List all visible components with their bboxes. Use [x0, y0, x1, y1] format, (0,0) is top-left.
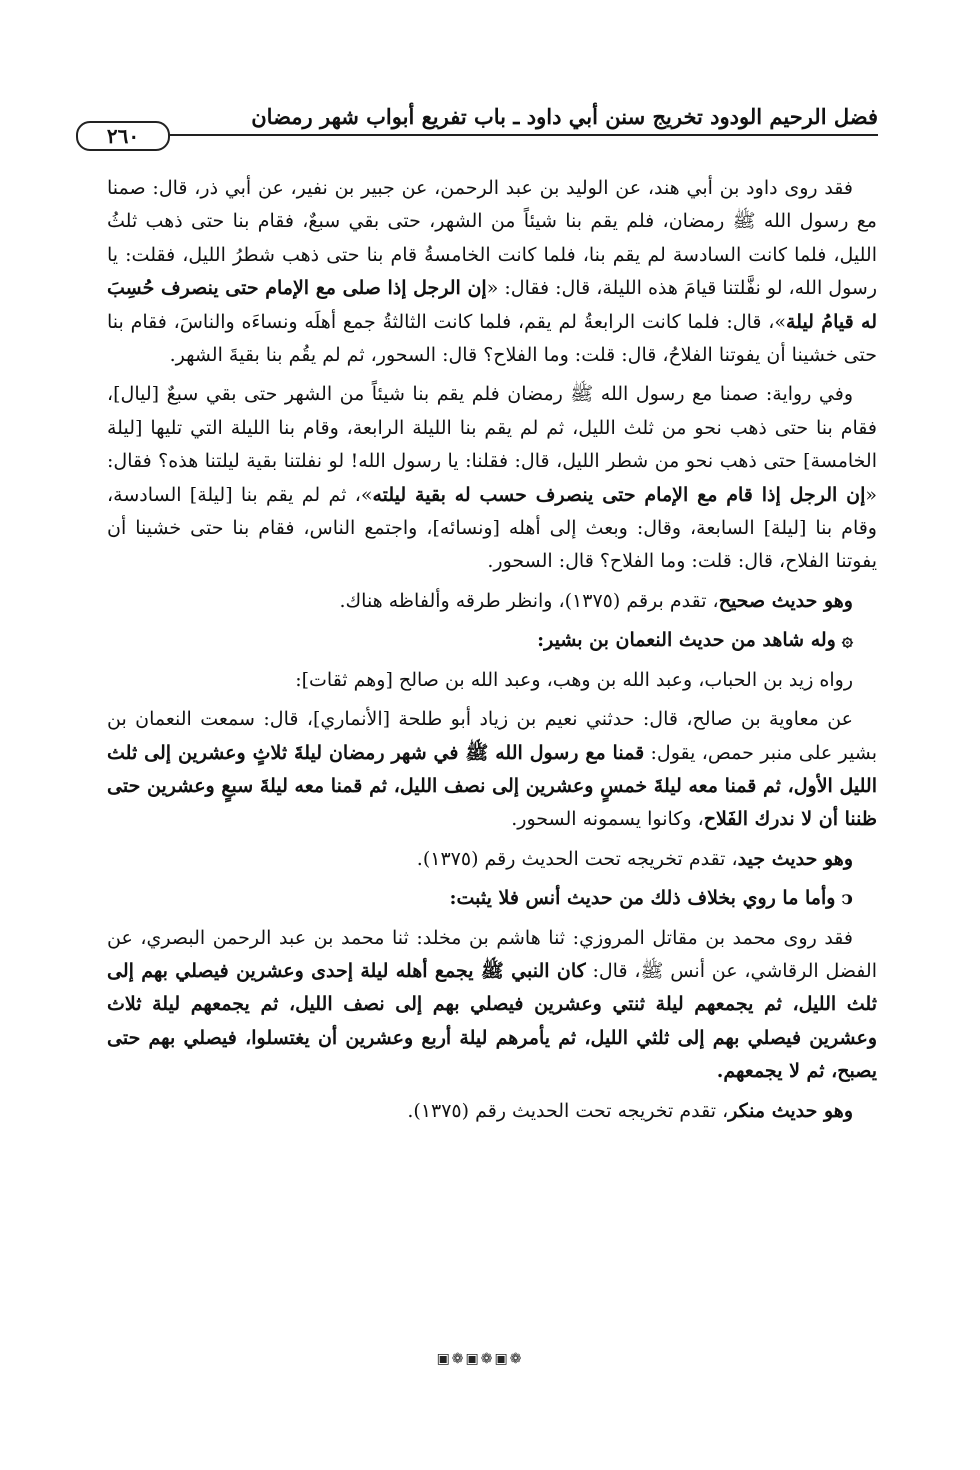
bold-heading: وأما ما روي بخلاف ذلك من حديث أنس فلا يثبت:: [449, 887, 836, 910]
paragraph-5: [107, 664, 877, 697]
paragraph-8: [107, 882, 877, 915]
text-run: فقد روى محمد بن مقاتل المروزي: ثنا هاشم بن مخلد: ثنا محمد بن عبد الرحمن البصري، عن الفضل الرقاشي، عن أنس ﷺ، قال:: [107, 926, 877, 982]
paragraph-6: [107, 703, 877, 837]
text-run: ، وكانوا يسمونه السحور.: [511, 808, 704, 831]
bold-hadith-text: إن الرجل إذا صلى مع الإمام حتى ينصرف حُسِبَ له قيامُ ليلة: [107, 277, 878, 333]
header-rule: [108, 134, 878, 136]
paragraph-1: [107, 172, 877, 372]
text-run: »، ثم لم يقم بنا [ليلة] السادسة، وقام بنا [ليلة] السابعة، وقال: وبعث إلى أهله [ونسائه]، واجتمع الناس، فقام بنا حتى خشينا أن يفوتنا الفلاح، قال: قلت: وما الفلاح؟ قال: السحور.: [107, 483, 877, 573]
main-text: [107, 172, 877, 1134]
paragraph-4: [107, 624, 877, 657]
bold-grading: وهو حديث منكر: [728, 1099, 853, 1122]
paragraph-2: [107, 378, 877, 578]
bold-heading: وله شاهد من حديث النعمان بن بشير:: [537, 629, 836, 652]
page-header: [108, 94, 878, 164]
paragraph-7: [107, 843, 877, 876]
bold-hadith-text: كان النبي ﷺ يجمع أهله ليلة إحدى وعشرين فيصلي بهم إلى ثلث الليل، ثم يجمعهم ليلة ثنتي وعشرين فيصلي بهم إلى نصف الليل، ثم يجمعهم ليلة ثلاث وعشرين فيصلي بهم إلى ثلثي الليل، ثم يأمرهم ليلة أربع وعشرين أن يغتسلوا، فيصلي بهم حتى يصبح، ثم لا يجمعهم.: [107, 959, 877, 1083]
page-number: ٢٦٠: [76, 121, 170, 151]
text-run: ، تقدم تخريجه تحت الحديث رقم (١٣٧٥).: [407, 1099, 729, 1122]
bullet-icon: ↄ: [841, 887, 853, 910]
text-run: ، تقدم تخريجه تحت الحديث رقم (١٣٧٥).: [416, 847, 738, 870]
paragraph-10: [107, 1095, 877, 1128]
paragraph-3: [107, 585, 877, 618]
text-run: فقد روى داود بن أبي هند، عن الوليد بن عبد الرحمن، عن جبير بن نفير، عن أبي ذر، قال: صمنا مع رسول الله ﷺ رمضان، فلم يقم بنا شيئاً من الشهر، حتى بقي سبعٌ، فقام بنا حتى ذهب ثلثُ الليل، فلما كانت السادسة لم يقم بنا، فلما كانت الخامسةُ قام بنا حتى ذهب شطرُ الليل، فقلت: يا رسول الله، لو نفَّلتنا قيامَ هذه الليلة، قال: فقال: «: [107, 177, 877, 300]
text-run: رواه زيد بن الحباب، وعبد الله بن وهب، وعبد الله بن صالح [وهم ثقات]:: [295, 668, 853, 691]
text-run: »، قال: فلما كانت الرابعةُ لم يقم، فلما كانت الثالثةُ جمع أهلَه ونساءَه والناسَ، فقام بنا حتى خشينا أن يفوتنا الفلاحُ، قال: قلت: وما الفلاح؟ قال: السحور، ثم لم يقُم بنا بقيةَ الشهر.: [107, 310, 877, 367]
text-run: ، تقدم برقم (١٣٧٥)، وانظر طرقه وألفاظه هناك.: [339, 589, 719, 612]
bold-grading: وهو حديث جيد: [737, 847, 853, 870]
text-run: وفي رواية: صمنا مع رسول الله ﷺ رمضان فلم يقم بنا شيئاً من الشهر حتى بقي سبعٌ [ليال]، فقام بنا حتى ذهب نحو من ثلث الليل، ثم لم يقم بنا الليلة الرابعة، وقام بنا الليلة التي تليها [ليلة الخامسة] حتى ذهب نحو من شطر الليل، قال: فقلنا: يا رسول الله! لو نفلتنا بقية ليلتنا هذه؟ فقال: «: [107, 383, 877, 506]
end-ornament-icon: ❁▣❁▣❁▣: [436, 1351, 524, 1367]
text-run: عن معاوية بن صالح، قال: حدثني نعيم بن زياد أبو طلحة [الأنماري]، قال: سمعت النعمان بن بشير على منبر حمص، يقول:: [107, 708, 877, 764]
bold-grading: وهو حديث صحيح: [718, 589, 853, 612]
running-title: فضل الرحيم الودود تخريج سنن أبي داود ـ باب تفريع أبواب شهر رمضان: [251, 104, 878, 129]
bold-hadith-text: قمنا مع رسول الله ﷺ في شهر رمضان ليلةَ ثلاثٍ وعشرين إلى ثلث الليل الأول، ثم قمنا معه ليلةَ خمسٍ وعشرين إلى نصف الليل، ثم قمنا معه ليلةَ سبعٍ وعشرين حتى ظننا أن لا ندرك الفَلاح: [107, 741, 877, 831]
bullet-icon: ۞: [841, 629, 853, 652]
paragraph-9: [107, 922, 877, 1089]
bold-hadith-text: إن الرجل إذا قام مع الإمام حتى ينصرف حسب له بقية ليلته: [372, 483, 866, 506]
